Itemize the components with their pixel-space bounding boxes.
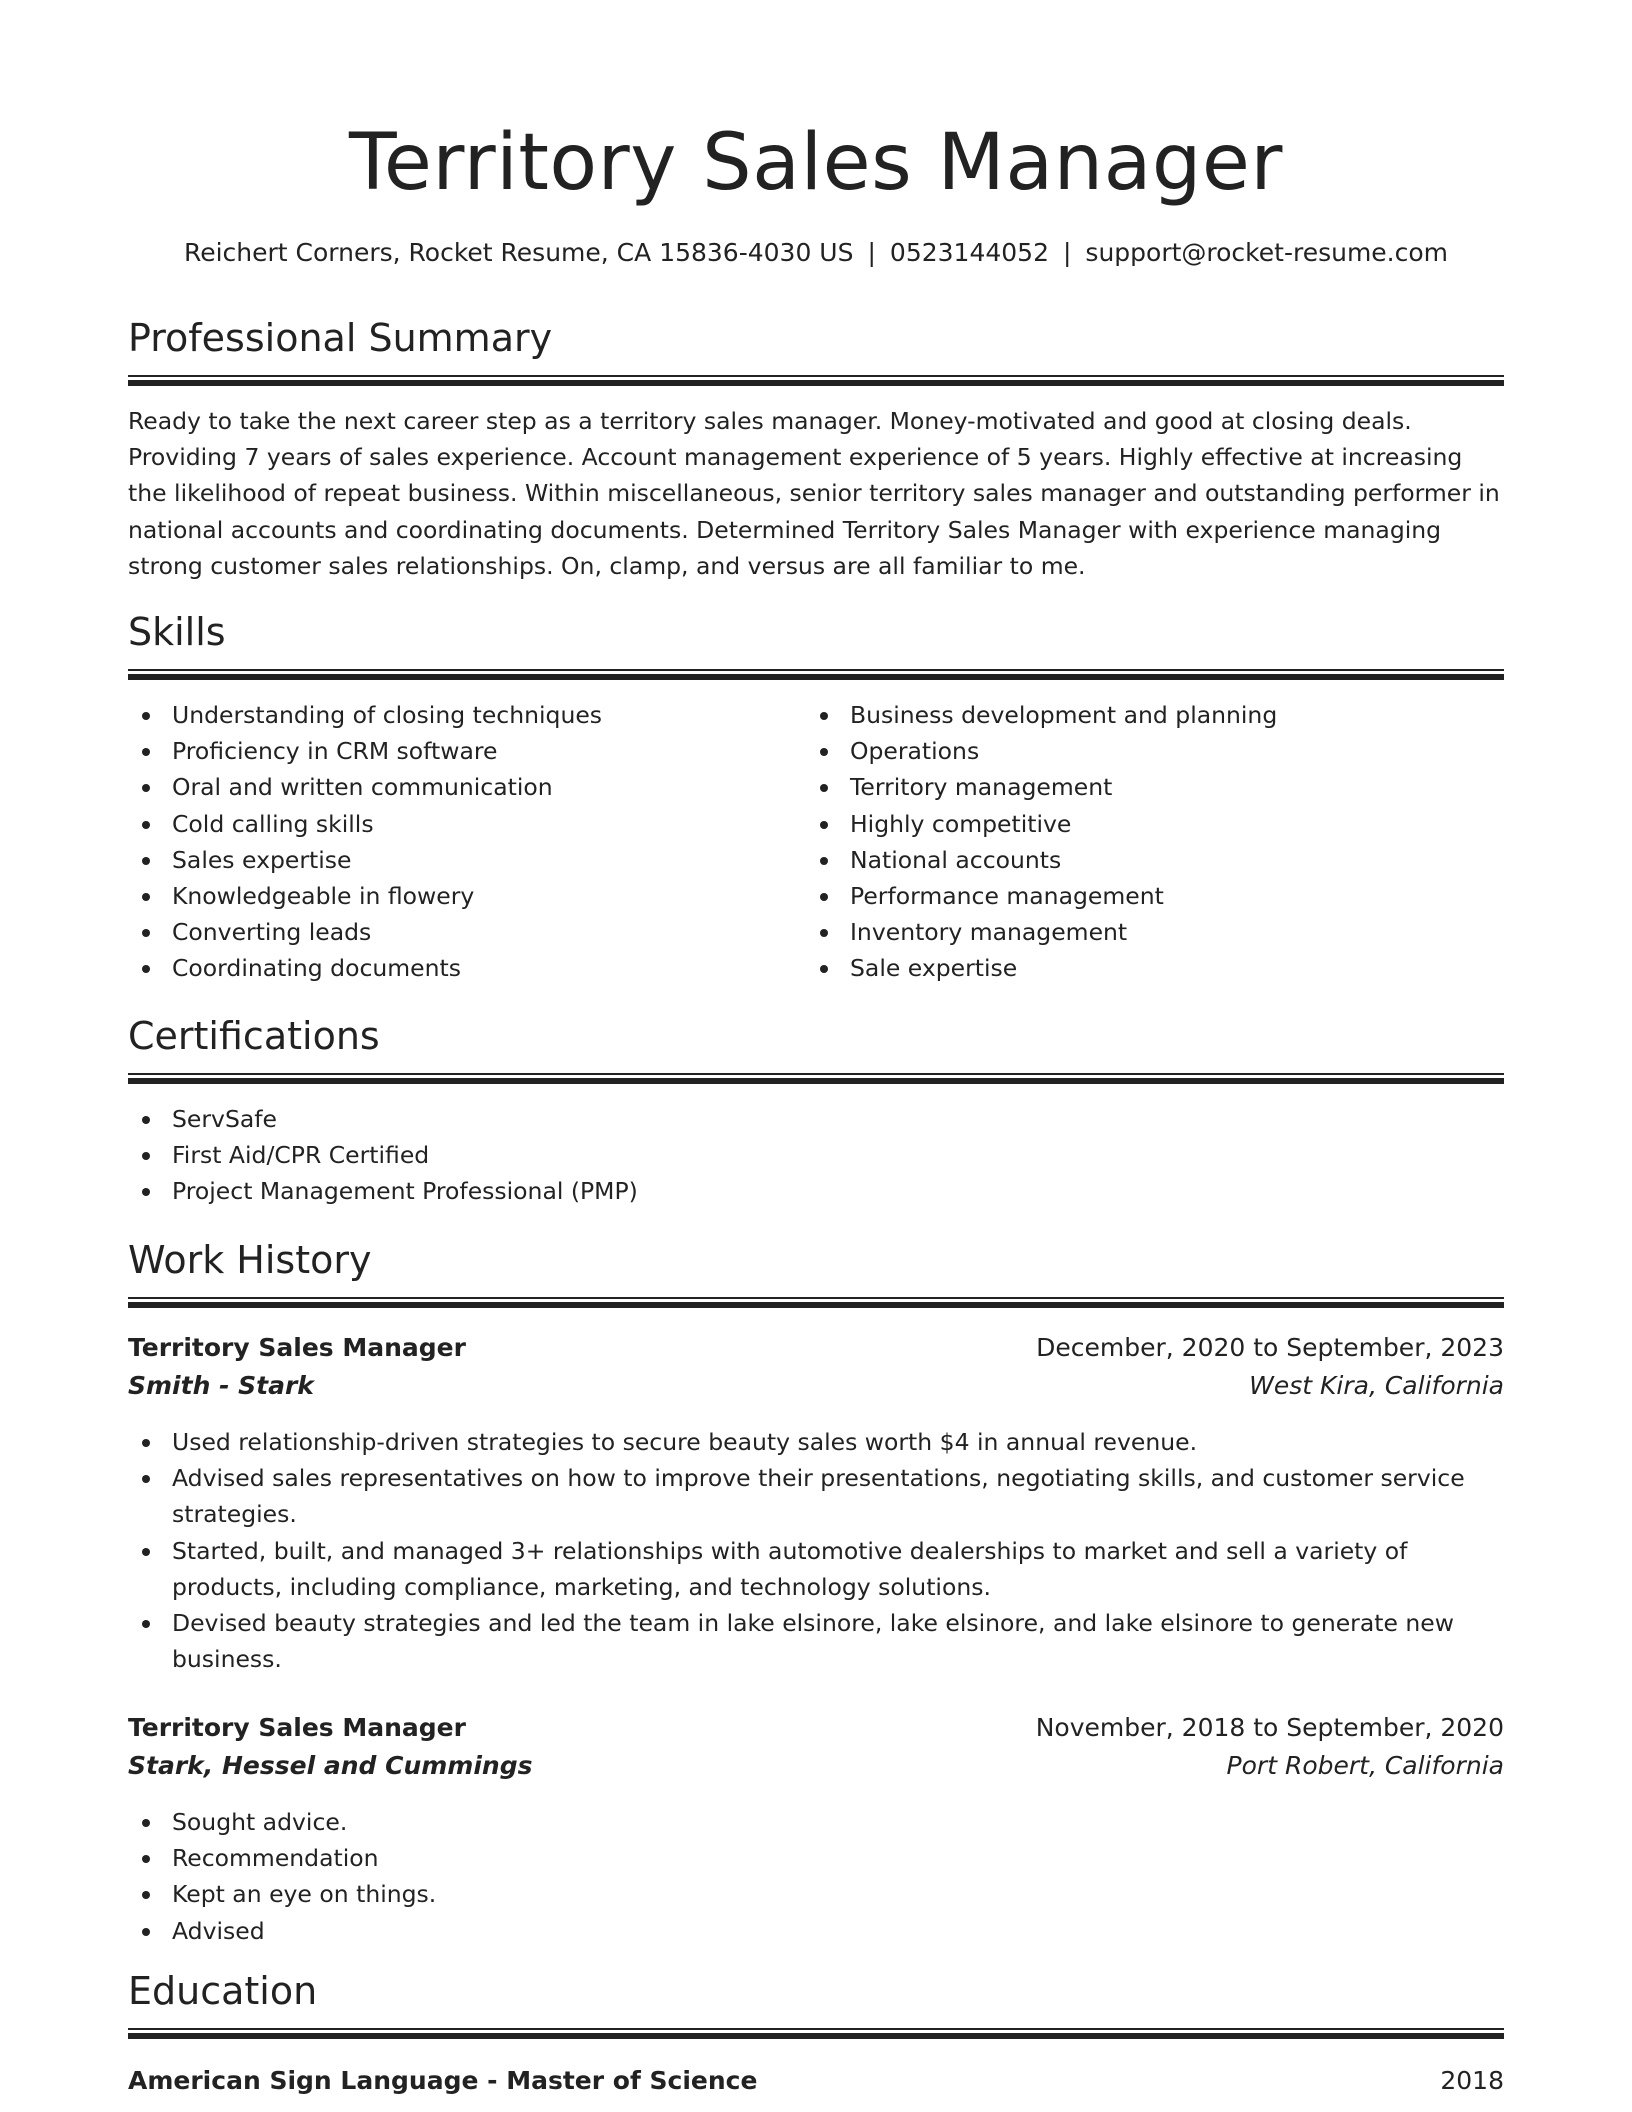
section-divider — [128, 375, 1504, 385]
skill-item: Performance management — [806, 878, 1504, 914]
certification-item: ServSafe — [128, 1101, 1504, 1137]
job-bullet: Advised — [128, 1913, 1504, 1949]
skills-list-left — [128, 697, 788, 987]
education-heading: Education — [128, 1969, 318, 2013]
contact-phone[interactable]: 0523144052 — [889, 238, 1049, 267]
job-bullet: Sought advice. — [128, 1804, 1504, 1840]
skill-item: Oral and written communication — [128, 769, 788, 805]
job-title: Territory Sales Manager — [128, 1333, 466, 1362]
job-bullet: Advised sales representatives on how to improve their presentations, negotiating skills, and customer service strategies. — [128, 1460, 1504, 1532]
contact-separator: | — [867, 238, 876, 267]
skill-item: National accounts — [806, 842, 1504, 878]
skill-item: Sales expertise — [128, 842, 788, 878]
certification-item: Project Management Professional (PMP) — [128, 1173, 1504, 1209]
skill-item: Proficiency in CRM software — [128, 733, 788, 769]
skill-item: Operations — [806, 733, 1504, 769]
contact-email[interactable]: support@rocket-resume.com — [1085, 238, 1449, 267]
job-bullet: Devised beauty strategies and led the team in lake elsinore, lake elsinore, and lake elsinore to generate new business. — [128, 1605, 1504, 1677]
job-bullets — [128, 1424, 1504, 1677]
skill-item: Knowledgeable in flowery — [128, 878, 788, 914]
section-divider — [128, 2028, 1504, 2038]
skill-item: Cold calling skills — [128, 806, 788, 842]
job-bullets — [128, 1804, 1504, 1949]
skill-item: Business development and planning — [806, 697, 1504, 733]
skill-item: Converting leads — [128, 914, 788, 950]
certification-item: First Aid/CPR Certified — [128, 1137, 1504, 1173]
skill-item: Understanding of closing techniques — [128, 697, 788, 733]
section-divider — [128, 1073, 1504, 1083]
job-bullet: Recommendation — [128, 1840, 1504, 1876]
skill-item: Inventory management — [806, 914, 1504, 950]
contact-line — [128, 238, 1504, 267]
job-company: Smith - Stark — [128, 1371, 314, 1400]
skills-list-right — [806, 697, 1504, 987]
certifications-list — [128, 1101, 1504, 1210]
job-company: Stark, Hessel and Cummings — [128, 1751, 533, 1780]
job-title: Territory Sales Manager — [128, 1713, 466, 1742]
skill-item: Coordinating documents — [128, 950, 788, 986]
job-dates: November, 2018 to September, 2020 — [1035, 1713, 1504, 1742]
work-history-heading: Work History — [128, 1238, 372, 1282]
skill-item: Territory management — [806, 769, 1504, 805]
job-bullet: Used relationship-driven strategies to secure beauty sales worth $4 in annual revenue. — [128, 1424, 1504, 1460]
job-location: West Kira, California — [1249, 1371, 1504, 1400]
contact-address: Reichert Corners, Rocket Resume, CA 15836-4030 US — [183, 238, 854, 267]
certifications-heading: Certifications — [128, 1014, 380, 1058]
education-degree: American Sign Language - Master of Science — [128, 2066, 758, 2095]
skill-item: Highly competitive — [806, 806, 1504, 842]
job-bullet: Started, built, and managed 3+ relationships with automotive dealerships to market and sell a variety of products, including compliance, marketing, and technology solutions. — [128, 1533, 1504, 1605]
summary-text: Ready to take the next career step as a territory sales manager. Money-motivated and good at closing deals. Providing 7 years of sales experience. Account management experience of 5 years. Highly effective at increasing the likelihood of repeat business. Within miscellaneous, senior territory sales manager and outstanding performer in national accounts and coordinating documents. Determined Territory Sales Manager with experience managing strong customer sales relationships. On, clamp, and versus are all familiar to me. — [128, 407, 1500, 580]
summary-heading: Professional Summary — [128, 316, 553, 360]
skill-item: Sale expertise — [806, 950, 1504, 986]
section-divider — [128, 1297, 1504, 1307]
education-year: 2018 — [1440, 2066, 1504, 2095]
skills-heading: Skills — [128, 610, 226, 654]
job-bullet: Kept an eye on things. — [128, 1876, 1504, 1912]
section-divider — [128, 669, 1504, 679]
job-location: Port Robert, California — [1226, 1751, 1504, 1780]
job-dates: December, 2020 to September, 2023 — [1036, 1333, 1504, 1362]
contact-separator: | — [1062, 238, 1072, 267]
resume-name: Territory Sales Manager — [349, 118, 1283, 208]
